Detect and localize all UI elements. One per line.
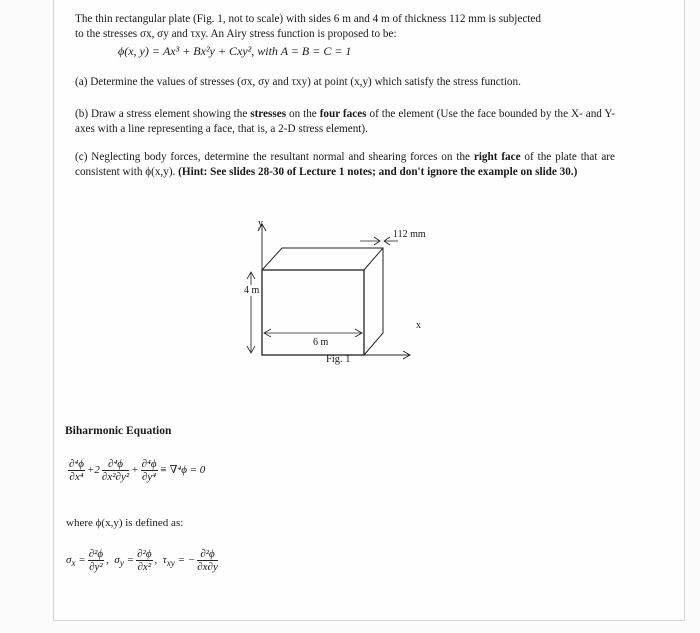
- thickness-label: 112 mm: [393, 229, 426, 240]
- plate-edge: [364, 248, 383, 270]
- x-axis-label: x: [416, 320, 421, 331]
- width-label: 6 m: [313, 337, 329, 348]
- biharmonic-title: Biharmonic Equation: [65, 425, 172, 437]
- figure-caption: Fig. 1: [326, 354, 351, 365]
- height-label: 4 m: [244, 285, 260, 296]
- airy-function: ϕ(x, y) = Ax³ + Bx²y + Cxy², with A = B = C = 1: [118, 44, 352, 58]
- problem-intro: The thin rectangular plate (Fig. 1, not to scale) with sides 6 m and 4 m of thickness 112 mm is subjected to the stresses σx, σy and τxy. An Airy stress function is proposed to be:: [75, 13, 541, 40]
- part-a: (a) Determine the values of stresses (σx, σy and τxy) at point (x,y) which satisfy the stress function.: [75, 76, 521, 88]
- where-text: where ϕ(x,y) is defined as:: [66, 517, 184, 529]
- part-c: (c) Neglecting body forces, determine the resultant normal and shearing forces on the right face of the plate that are consistent with ϕ(x,y). (Hint: See slides 28-30 of Lecture 1 notes; and don't ignore the example on slide 30.): [75, 151, 615, 178]
- biharmonic-equation: $\frac{\text{∂⁴ϕ}}{\text{∂x⁴}}$ +2 $\frac{\text{∂⁴ϕ}}{\text{∂x²∂y²}}$ + $\frac{\text{∂⁴ϕ}}{\text{∂y⁴}}$ ≡ ∇⁴ϕ = 0: [69, 458, 206, 483]
- stress-definitions: $\sigma_x$ = $\frac{\text{∂²ϕ}}{\text{∂y²}}$ , $\sigma_y$ = $\frac{\text{∂²ϕ}}{\text{∂x²}}$ , $\tau_{xy}$ = − $\frac{\text{∂²ϕ}}{\partial x\partial y}$: [66, 548, 218, 573]
- y-axis-label: y: [258, 218, 263, 229]
- part-b: (b) Draw a stress element showing the stresses on the four faces of the element (Use the face bounded by the X- and Y-axes with a line representing a face, that is, a 2-D stress element).: [75, 108, 615, 135]
